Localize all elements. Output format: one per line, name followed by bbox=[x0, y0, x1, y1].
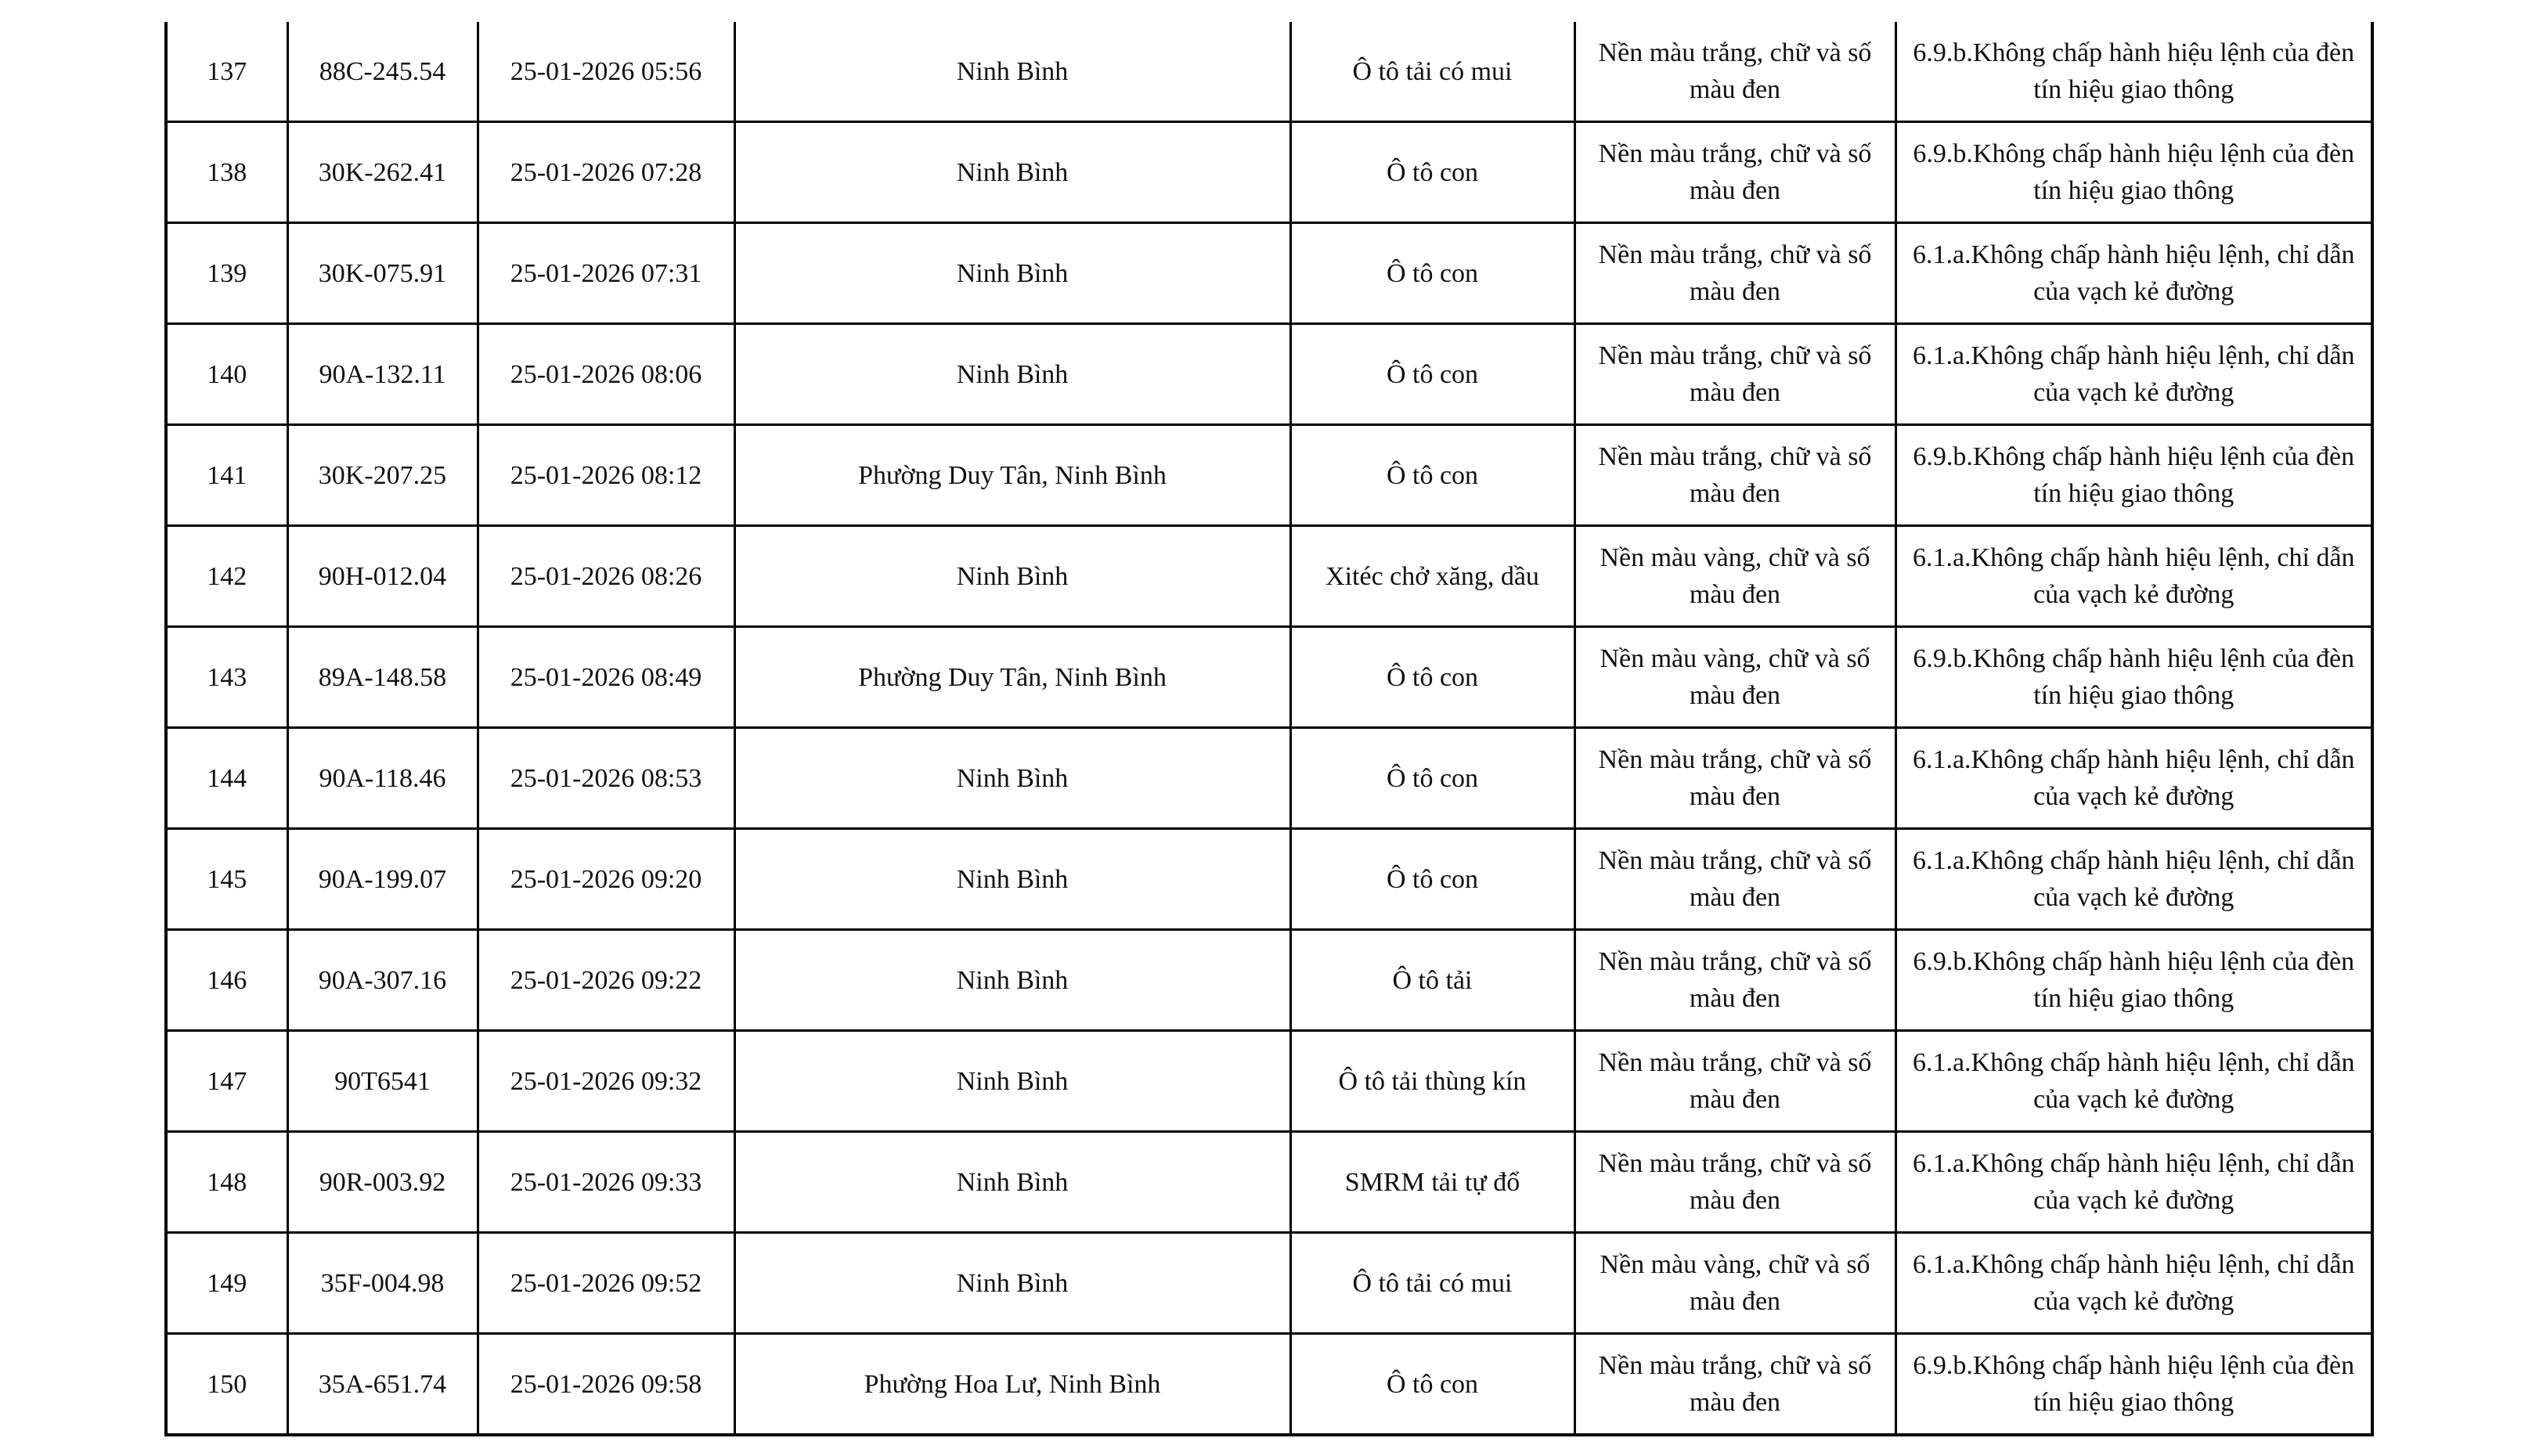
license-plate-cell: 88C-245.54 bbox=[287, 22, 478, 122]
violation-time-cell: 25-01-2026 08:53 bbox=[478, 728, 734, 829]
table-row bbox=[166, 1132, 2372, 1233]
table-row bbox=[166, 1334, 2372, 1436]
row-number-cell: 137 bbox=[166, 22, 287, 122]
table-row bbox=[166, 22, 2372, 122]
table-row bbox=[166, 425, 2372, 526]
plate-color-cell: Nền màu trắng, chữ và số màu đen bbox=[1574, 22, 1895, 122]
license-plate-cell: 89A-148.58 bbox=[287, 627, 478, 728]
location-cell: Ninh Bình bbox=[734, 728, 1290, 829]
plate-color-cell: Nền màu trắng, chữ và số màu đen bbox=[1574, 425, 1895, 526]
license-plate-cell: 35A-651.74 bbox=[287, 1334, 478, 1436]
table-row bbox=[166, 728, 2372, 829]
vehicle-type-cell: SMRM tải tự đổ bbox=[1290, 1132, 1574, 1233]
location-cell: Ninh Bình bbox=[734, 930, 1290, 1031]
violation-time-cell: 25-01-2026 09:22 bbox=[478, 930, 734, 1031]
location-cell: Phường Hoa Lư, Ninh Bình bbox=[734, 1334, 1290, 1436]
violation-time-cell: 25-01-2026 05:56 bbox=[478, 22, 734, 122]
violation-description-cell: 6.9.b.Không chấp hành hiệu lệnh của đèn tín hiệu giao thông bbox=[1895, 930, 2372, 1031]
plate-color-cell: Nền màu trắng, chữ và số màu đen bbox=[1574, 1132, 1895, 1233]
table-row bbox=[166, 526, 2372, 627]
license-plate-cell: 90A-132.11 bbox=[287, 324, 478, 425]
vehicle-type-cell: Ô tô con bbox=[1290, 324, 1574, 425]
table-row bbox=[166, 223, 2372, 324]
table-row bbox=[166, 1031, 2372, 1132]
plate-color-cell: Nền màu vàng, chữ và số màu đen bbox=[1574, 627, 1895, 728]
violation-description-cell: 6.9.b.Không chấp hành hiệu lệnh của đèn tín hiệu giao thông bbox=[1895, 627, 2372, 728]
violation-description-cell: 6.1.a.Không chấp hành hiệu lệnh, chỉ dẫn của vạch kẻ đường bbox=[1895, 1031, 2372, 1132]
table-row bbox=[166, 627, 2372, 728]
license-plate-cell: 90A-307.16 bbox=[287, 930, 478, 1031]
table-row bbox=[166, 122, 2372, 223]
vehicle-type-cell: Ô tô con bbox=[1290, 829, 1574, 930]
violation-time-cell: 25-01-2026 09:32 bbox=[478, 1031, 734, 1132]
violation-description-cell: 6.9.b.Không chấp hành hiệu lệnh của đèn tín hiệu giao thông bbox=[1895, 1334, 2372, 1436]
license-plate-cell: 30K-075.91 bbox=[287, 223, 478, 324]
location-cell: Ninh Bình bbox=[734, 1132, 1290, 1233]
plate-color-cell: Nền màu trắng, chữ và số màu đen bbox=[1574, 930, 1895, 1031]
plate-color-cell: Nền màu trắng, chữ và số màu đen bbox=[1574, 829, 1895, 930]
violation-time-cell: 25-01-2026 08:49 bbox=[478, 627, 734, 728]
license-plate-cell: 90R-003.92 bbox=[287, 1132, 478, 1233]
violation-description-cell: 6.9.b.Không chấp hành hiệu lệnh của đèn tín hiệu giao thông bbox=[1895, 122, 2372, 223]
table-row bbox=[166, 930, 2372, 1031]
location-cell: Ninh Bình bbox=[734, 1031, 1290, 1132]
violation-description-cell: 6.1.a.Không chấp hành hiệu lệnh, chỉ dẫn của vạch kẻ đường bbox=[1895, 1233, 2372, 1334]
table-body bbox=[166, 22, 2372, 1435]
vehicle-type-cell: Ô tô tải có mui bbox=[1290, 22, 1574, 122]
violation-description-cell: 6.1.a.Không chấp hành hiệu lệnh, chỉ dẫn của vạch kẻ đường bbox=[1895, 728, 2372, 829]
violation-time-cell: 25-01-2026 09:58 bbox=[478, 1334, 734, 1436]
table-row bbox=[166, 1233, 2372, 1334]
license-plate-cell: 90A-118.46 bbox=[287, 728, 478, 829]
vehicle-type-cell: Ô tô con bbox=[1290, 1334, 1574, 1436]
plate-color-cell: Nền màu trắng, chữ và số màu đen bbox=[1574, 122, 1895, 223]
row-number-cell: 147 bbox=[166, 1031, 287, 1132]
location-cell: Phường Duy Tân, Ninh Bình bbox=[734, 425, 1290, 526]
vehicle-type-cell: Ô tô con bbox=[1290, 627, 1574, 728]
violation-description-cell: 6.1.a.Không chấp hành hiệu lệnh, chỉ dẫn của vạch kẻ đường bbox=[1895, 324, 2372, 425]
row-number-cell: 149 bbox=[166, 1233, 287, 1334]
row-number-cell: 141 bbox=[166, 425, 287, 526]
violation-time-cell: 25-01-2026 09:33 bbox=[478, 1132, 734, 1233]
location-cell: Ninh Bình bbox=[734, 829, 1290, 930]
violation-description-cell: 6.1.a.Không chấp hành hiệu lệnh, chỉ dẫn của vạch kẻ đường bbox=[1895, 829, 2372, 930]
vehicle-type-cell: Ô tô tải bbox=[1290, 930, 1574, 1031]
plate-color-cell: Nền màu vàng, chữ và số màu đen bbox=[1574, 526, 1895, 627]
violation-description-cell: 6.1.a.Không chấp hành hiệu lệnh, chỉ dẫn của vạch kẻ đường bbox=[1895, 223, 2372, 324]
license-plate-cell: 30K-207.25 bbox=[287, 425, 478, 526]
vehicle-type-cell: Ô tô tải thùng kín bbox=[1290, 1031, 1574, 1132]
plate-color-cell: Nền màu trắng, chữ và số màu đen bbox=[1574, 1031, 1895, 1132]
vehicle-type-cell: Ô tô tải có mui bbox=[1290, 1233, 1574, 1334]
violation-description-cell: 6.9.b.Không chấp hành hiệu lệnh của đèn tín hiệu giao thông bbox=[1895, 425, 2372, 526]
vehicle-type-cell: Ô tô con bbox=[1290, 425, 1574, 526]
location-cell: Ninh Bình bbox=[734, 526, 1290, 627]
plate-color-cell: Nền màu trắng, chữ và số màu đen bbox=[1574, 223, 1895, 324]
row-number-cell: 144 bbox=[166, 728, 287, 829]
violation-time-cell: 25-01-2026 07:31 bbox=[478, 223, 734, 324]
row-number-cell: 138 bbox=[166, 122, 287, 223]
location-cell: Ninh Bình bbox=[734, 22, 1290, 122]
license-plate-cell: 30K-262.41 bbox=[287, 122, 478, 223]
location-cell: Phường Duy Tân, Ninh Bình bbox=[734, 627, 1290, 728]
violation-time-cell: 25-01-2026 08:12 bbox=[478, 425, 734, 526]
plate-color-cell: Nền màu trắng, chữ và số màu đen bbox=[1574, 1334, 1895, 1436]
violation-time-cell: 25-01-2026 09:20 bbox=[478, 829, 734, 930]
violation-description-cell: 6.1.a.Không chấp hành hiệu lệnh, chỉ dẫn của vạch kẻ đường bbox=[1895, 526, 2372, 627]
location-cell: Ninh Bình bbox=[734, 1233, 1290, 1334]
violation-time-cell: 25-01-2026 09:52 bbox=[478, 1233, 734, 1334]
violation-time-cell: 25-01-2026 08:06 bbox=[478, 324, 734, 425]
vehicle-type-cell: Ô tô con bbox=[1290, 122, 1574, 223]
row-number-cell: 140 bbox=[166, 324, 287, 425]
location-cell: Ninh Bình bbox=[734, 324, 1290, 425]
location-cell: Ninh Bình bbox=[734, 122, 1290, 223]
violation-description-cell: 6.9.b.Không chấp hành hiệu lệnh của đèn tín hiệu giao thông bbox=[1895, 22, 2372, 122]
row-number-cell: 142 bbox=[166, 526, 287, 627]
location-cell: Ninh Bình bbox=[734, 223, 1290, 324]
plate-color-cell: Nền màu trắng, chữ và số màu đen bbox=[1574, 728, 1895, 829]
row-number-cell: 146 bbox=[166, 930, 287, 1031]
license-plate-cell: 90A-199.07 bbox=[287, 829, 478, 930]
row-number-cell: 145 bbox=[166, 829, 287, 930]
violation-time-cell: 25-01-2026 07:28 bbox=[478, 122, 734, 223]
row-number-cell: 150 bbox=[166, 1334, 287, 1436]
license-plate-cell: 90T6541 bbox=[287, 1031, 478, 1132]
row-number-cell: 139 bbox=[166, 223, 287, 324]
row-number-cell: 148 bbox=[166, 1132, 287, 1233]
row-number-cell: 143 bbox=[166, 627, 287, 728]
table-row bbox=[166, 829, 2372, 930]
violation-time-cell: 25-01-2026 08:26 bbox=[478, 526, 734, 627]
plate-color-cell: Nền màu vàng, chữ và số màu đen bbox=[1574, 1233, 1895, 1334]
plate-color-cell: Nền màu trắng, chữ và số màu đen bbox=[1574, 324, 1895, 425]
vehicle-type-cell: Ô tô con bbox=[1290, 728, 1574, 829]
table-row bbox=[166, 324, 2372, 425]
license-plate-cell: 90H-012.04 bbox=[287, 526, 478, 627]
license-plate-cell: 35F-004.98 bbox=[287, 1233, 478, 1334]
violation-description-cell: 6.1.a.Không chấp hành hiệu lệnh, chỉ dẫn của vạch kẻ đường bbox=[1895, 1132, 2372, 1233]
violation-table bbox=[164, 22, 2374, 1436]
vehicle-type-cell: Ô tô con bbox=[1290, 223, 1574, 324]
vehicle-type-cell: Xitéc chở xăng, dầu bbox=[1290, 526, 1574, 627]
